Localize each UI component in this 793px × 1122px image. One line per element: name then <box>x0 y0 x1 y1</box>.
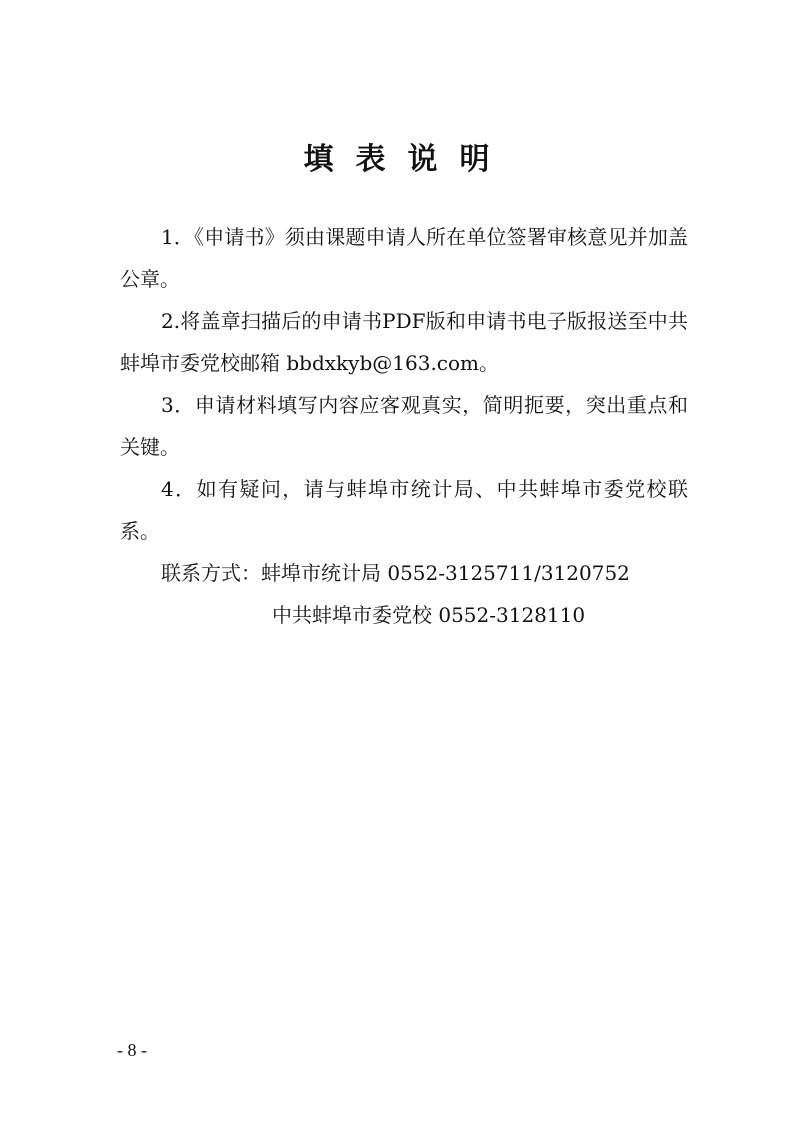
contact-label: 联系方式： <box>161 561 261 585</box>
instruction-item-1: 1．《申请书》须由课题申请人所在单位签署审核意见并加盖公章。 <box>120 225 688 291</box>
contact-line-2: 中共蚌埠市委党校 0552-3128110 <box>272 603 586 627</box>
instructions-body <box>120 216 688 636</box>
instruction-item-4: 4．如有疑问，请与蚌埠市统计局、中共蚌埠市委党校联系。 <box>120 477 688 543</box>
instruction-item-2: 2.将盖章扫描后的申请书PDF版和申请书电子版报送至中共蚌埠市委党校邮箱 bbdxkyb@163.com。 <box>120 309 688 375</box>
contact-statistics-bureau: 蚌埠市统计局 0552-3125711/3120752 <box>261 561 630 585</box>
page-title: 填表说明 <box>303 142 512 177</box>
contact-line-1 <box>120 552 688 594</box>
instruction-item-3: 3．申请材料填写内容应客观真实，简明扼要，突出重点和关键。 <box>120 393 688 459</box>
page-number: - 8 - <box>117 1040 147 1060</box>
